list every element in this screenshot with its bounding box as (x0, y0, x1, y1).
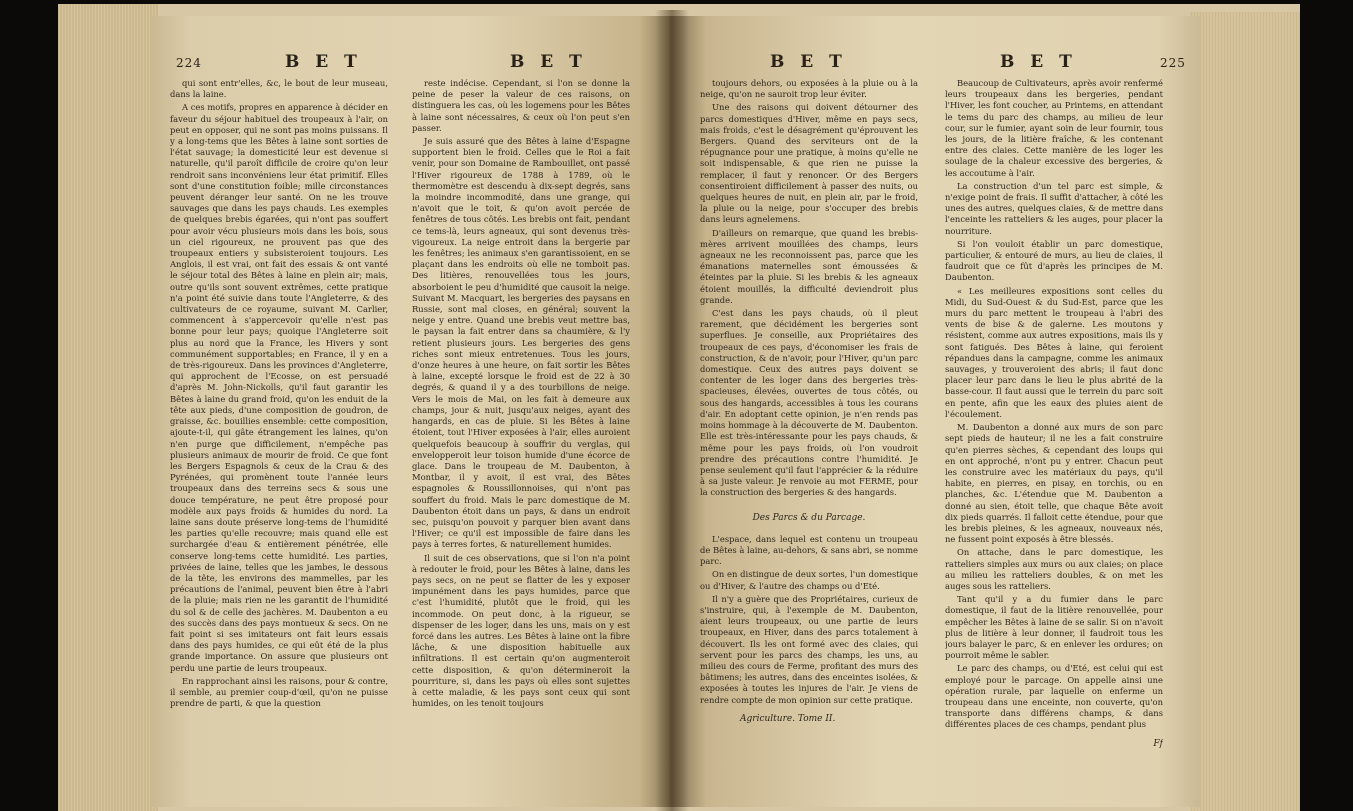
page-stack-right (1190, 12, 1300, 811)
paragraph: On en distingue de deux sortes, l'un domestique ou d'Hiver, & l'autre des champs ou d'Eté. (700, 569, 918, 591)
left-running-head-2: B E T (510, 52, 587, 72)
right-page (670, 16, 1200, 807)
book-gutter (655, 10, 689, 811)
gathering-signature: Ff (1153, 738, 1163, 749)
paragraph: En rapprochant ainsi les raisons, pour & contre, il semble, au premier coup-d'œil, qu'on ne puisse prendre de parti, & que la question (170, 675, 388, 709)
paragraph: toujours dehors, ou exposées à la pluie ou à la neige, qu'on ne sauroit trop leur éviter. (700, 78, 918, 100)
paragraph: On attache, dans le parc domestique, les ratteliers simples aux murs ou aux claies; on place au milieu les ratteliers doubles, & on met les auges sous les ratteliers. (945, 547, 1163, 591)
right-running-head-2: B E T (1000, 52, 1077, 72)
paragraph: Il n'y a guère que des Propriétaires, curieux de s'instruire, qui, à l'exemple de M. Daubenton, aient leurs troupeaux, ou une partie de leurs troupeaux, en Hiver, dans des parcs totalement à découvert. Ils les ont formé avec des claies, qui servent pour les parcs des champs, les uns, au milieu des cours de Ferme, profitant des murs des bâtimens; les autres, dans des enceintes isolées, & exposées à toutes les injures de l'air. Je viens de rendre compte de mon opinion sur cette pratique. (700, 593, 918, 705)
paragraph: « Les meilleures expositions sont celles du Midi, du Sud-Ouest & du Sud-Est, parce que les murs du parc mettent le troupeau à l'abri des vents de bise & de galerne. Les moutons y résistent, comme aux autres expositions, mais ils y sont fatigués. Des Bêtes à laine, qui feroient répandues dans la campagne, comme les animaux sauvages, y trouveroient des abris; il faut donc placer leur parc dans le lieu le plus abrité de la basse-cour. Il faut aussi que le terrein du parc soit en pente, afin que les eaux des pluies aient de l'écoulement. (945, 285, 1163, 419)
left-page-number: 224 (176, 56, 202, 70)
right-page-number: 225 (1160, 56, 1186, 70)
page-stack-left (58, 4, 158, 811)
paragraph: Je suis assuré que des Bêtes à laine d'Espagne supportent bien le froid. Celles que le Roi a fait venir, pour son Domaine de Rambouillet, ont passé l'Hiver rigoureux de 1788 à 1789, où le thermomètre est descendu à dix-sept degrés, sans la moindre incommodité, dans une grange, qui n'avoit que le toit, & qu'on avoit percée de fenêtres de tous côtés. Les brebis ont fait, pendant ce tems-là, leurs agneaux, qui sont devenus très-vigoureux. La neige entroit dans la bergerie par les fenêtres; les animaux s'en garantissoient, en se plaçant dans les endroits où elle ne tomboit pas. Des litières, renouvellées tous les jours, absorboient le peu d'humidité que causoit la neige. Suivant M. Macquart, les bergeries des paysans en Russie, sont mal closes, en général; souvent la neige y entre. Quand une brebis veut mettre bas, le paysan la fait entrer dans sa chaumière, & l'y retient plusieurs jours. Les bergeries des gens riches sont mieux entretenues. Tous les jours, d'onze heures à une heure, on fait sortir les Bêtes à laine, excepté lorsque le froid est de 22 à 30 degrés, & quand il y a des tourbillons de neige. Vers le mois de Mai, on les fait à demeure aux champs, jour & nuit, jusqu'aux neiges, ayant des hangards, en cas de pluie. Si les Bêtes à laine étoient, tout l'Hiver exposées à l'air, elles auroient quelquefois beaucoup à souffrir du verglas, qui envelopperoit leur toison humide d'une écorce de glace. Dans le troupeau de M. Daubenton, à Montbar, il y avoit, il est vrai, des Bêtes espagnoles & Roussillonnoises, qui n'ont pas souffert du froid. Mais le parc domestique de M. Daubenton étoit dans un pays, & dans un endroit sec, puisqu'on pouvoit y parquer bien avant dans l'Hiver; ce qu'il est impossible de faire dans les pays à terres fortes, & naturellement humides. (412, 136, 630, 550)
paragraph: Il suit de ces observations, que si l'on n'a point à redouter le froid, pour les Bêtes à laine, dans les pays secs, on ne peut se flatter de les y exposer impunément dans les pays humides, parce que c'est l'humidité, plutôt que le froid, qui les incommode. On peut donc, à la rigueur, se dispenser de les loger, dans les uns, mais on y est forcé dans les autres. Les Bêtes à laine ont la fibre lâche, & une disposition habituelle aux infiltrations. Il est certain qu'on augmenteroit cette disposition, & qu'on détermineroit la pourriture, si, dans les pays où elles sont sujettes à cette maladie, & les pays sont ceux qui sont humides, on les tenoit toujours (412, 552, 630, 709)
paragraph: C'est dans les pays chauds, où il pleut rarement, que décidément les bergeries sont superflues. Je conseille, aux Propriétaires des troupeaux de ces pays, d'économiser les frais de construction, & de n'avoir, pour l'Hiver, qu'un parc domestique. Ceux des autres pays doivent se contenter de les loger dans des bergeries très-spacieuses, élevées, ouvertes de tous côtés, ou sous des hangards, accessibles à tous les courans d'air. En adoptant cette opinion, je n'en rends pas moins hommage à la découverte de M. Daubenton. Elle est très-intéressante pour les pays chauds, & même pour les pays froids, où l'on voudroit prendre des précautions contre l'humidité. Je pense seulement qu'il faut l'apprécier & la réduire à sa juste valeur. Je renvoie au mot FERME, pour la construction des bergeries & des hangards. (700, 308, 918, 498)
left-column-1 (170, 78, 388, 778)
paragraph: Une des raisons qui doivent détourner des parcs domestiques d'Hiver, même en pays secs, mais froids, c'est le désagrément qu'éprouvent les Bergers. Quand des serviteurs ont de la répugnance pour une pratique, à moins qu'elle ne soit indispensable, & que rien ne puisse la remplacer, il faut y renoncer. Or des Bergers consentiroient difficilement à passer des nuits, ou quelques heures de nuit, en plein air, par le froid, la pluie ou la neige, pour s'occuper des brebis dans leurs agnelemens. (700, 102, 918, 225)
right-column-1 (700, 78, 918, 778)
paragraph: Tant qu'il y a du fumier dans le parc domestique, il faut de la litière renouvellée, pour empêcher les Bêtes à laine de se salir. Si on n'avoit plus de litière à leur donner, il faudroit tous les jours balayer le parc, & en enlever les ordures; on pourroit même le sabler. (945, 594, 1163, 661)
left-page (150, 16, 670, 807)
paragraph: reste indécise. Cependant, si l'on se donne la peine de peser la valeur de ces raisons, on distinguera les cas, où les logemens pour les Bêtes à laine sont nécessaires, & ceux où l'on peut s'en passer. (412, 78, 630, 133)
paragraph: Le parc des champs, ou d'Eté, est celui qui est employé pour le parcage. On appelle ainsi une opération rurale, par laquelle on enferme un troupeau dans une enceinte, non couverte, qu'on transporte dans différens champs, & dans différentes places de ces champs, pendant plus (945, 663, 1163, 730)
paragraph: A ces motifs, propres en apparence à décider en faveur du séjour habituel des troupeaux à l'air, on peut en opposer, qui ne sont pas moins puissans. Il y a long-tems que les Bêtes à laine sont sorties de l'état sauvage; la domesticité leur est devenue si naturelle, qu'il paroît difficile de croire qu'on leur rendroit sans inconvéniens leur état primitif. Elles sont d'une constitution foible; mille circonstances peuvent déranger leur santé. On ne les trouve sauvages que dans les pays chauds. Les exemples de quelques brebis égarées, qui n'ont pas souffert pour avoir vécu plusieurs mois dans les bois, sous un ciel rigoureux, ne prouvent pas que des troupeaux entiers y subsisteroient toujours. Les Anglois, il est vrai, ont fait des essais & ont vanté le séjour total des Bêtes à laine en plein air; mais, outre qu'ils sont souvent extrêmes, cette pratique n'a point été suivie dans toute l'Angleterre, & des cultivateurs de ce royaume, suivant M. Carlier, commencent à s'appercevoir qu'elle n'est pas bonne pour leur pays; quoique l'Angleterre soit plus au nord que la France, les Hivers y sont communément supportables; en France, il y en a de très-rigoureux. Dans les provinces d'Angleterre, qui approchent de l'Ecosse, on est persuadé d'après M. John-Nickolls, qu'il faut garantir les Bêtes à laine du grand froid, qu'on les enduit de la tête aux pieds, d'une composition de goudron, de graisse, &c. bouillies ensemble: cette composition, ajoute-t-il, qui gâte étrangement les laines, qu'on n'en purge que difficilement, n'empêche pas plusieurs animaux de mourir de froid. Ce que font les Bergers Espagnols & ceux de la Crau & des Pyrénées, qui promènent toute l'année leurs troupeaux dans des terreins secs & sous une douce température, ne peut être proposé pour modèle aux pays froids & humides du nord. La laine sans doute préserve long-tems de l'humidité les parties qu'elle recouvre; mais quand elle est surchargée d'eau & entièrement pénétrée, elle conserve long-tems cette humidité. Les parties, privées de laine, telles que les jambes, le dessous de la tête, les environs des mammelles, par les précautions de l'animal, peuvent bien être à l'abri de la pluie; mais rien ne les garantit de l'humidité du sol & de celle des jachères. M. Daubenton a eu des succès dans des pays montueux & secs. On ne fait point si ses imitateurs ont fait leurs essais dans des pays humides, ce qui eût été de la plus grande importance. On assure que plusieurs ont perdu une partie de leurs troupeaux. (170, 102, 388, 673)
paragraph: D'ailleurs on remarque, que quand les brebis-mères arrivent mouillées des champs, leurs agneaux ne les reconnoissent pas, parce que les émanations maternelles sont émoussées & éteintes par la pluie. Si les brebis & les agneaux étoient mouillés, la difficulté deviendroit plus grande. (700, 227, 918, 305)
paragraph: Si l'on vouloit établir un parc domestique, particulier, & entouré de murs, au lieu de claies, il faudroit que ce fût d'après les principes de M. Daubenton. (945, 238, 1163, 283)
volume-signature: Agriculture. Tome II. (740, 713, 836, 724)
right-running-head-1: B E T (770, 52, 847, 72)
left-column-2 (412, 78, 630, 778)
left-running-head-1: B E T (285, 52, 362, 72)
section-heading: Des Parcs & du Parcage. (752, 512, 866, 523)
paragraph: Beaucoup de Cultivateurs, après avoir renfermé leurs troupeaux dans les bergeries, pendant l'Hiver, les font coucher, au Printems, en attendant le tems du parc des champs, au milieu de leur cour, sur le fumier, ayant soin de leur fournir, tous les jours, de la litière fraîche, & les contenant entre des claies. Cette manière de les loger les soulage de la chaleur excessive des bergeries, & les accoutume à l'air. (945, 78, 1163, 178)
paragraph: L'espace, dans lequel est contenu un troupeau de Bêtes à laine, au-dehors, & sans abri, se nomme parc. (700, 533, 918, 567)
paragraph: M. Daubenton a donné aux murs de son parc sept pieds de hauteur; il ne les a fait construire qu'en pierres sèches, & cependant des loups qui en ont approché, n'ont pu y entrer. Chacun peut les construire avec les matériaux du pays, qu'il habite, en pierres, en pisay, en torchis, ou en planches, &c. L'étendue que M. Daubenton a donné au sien, étoit telle, que chaque Bête avoit dix pieds quarrés. Il falloit cette étendue, pour que les brebis pleines, & les agneaux, nouveaux nés, ne fussent point exposés à être blessés. (945, 422, 1163, 545)
paragraph: La construction d'un tel parc est simple, & n'exige point de frais. Il suffit d'attacher, à côté les unes des autres, quelques claies, & de mettre dans l'enceinte les ratteliers & les auges, pour placer la nourriture. (945, 180, 1163, 236)
right-column-2 (945, 78, 1163, 778)
paragraph: qui sont entr'elles, &c, le bout de leur museau, dans la laine. (170, 78, 388, 100)
